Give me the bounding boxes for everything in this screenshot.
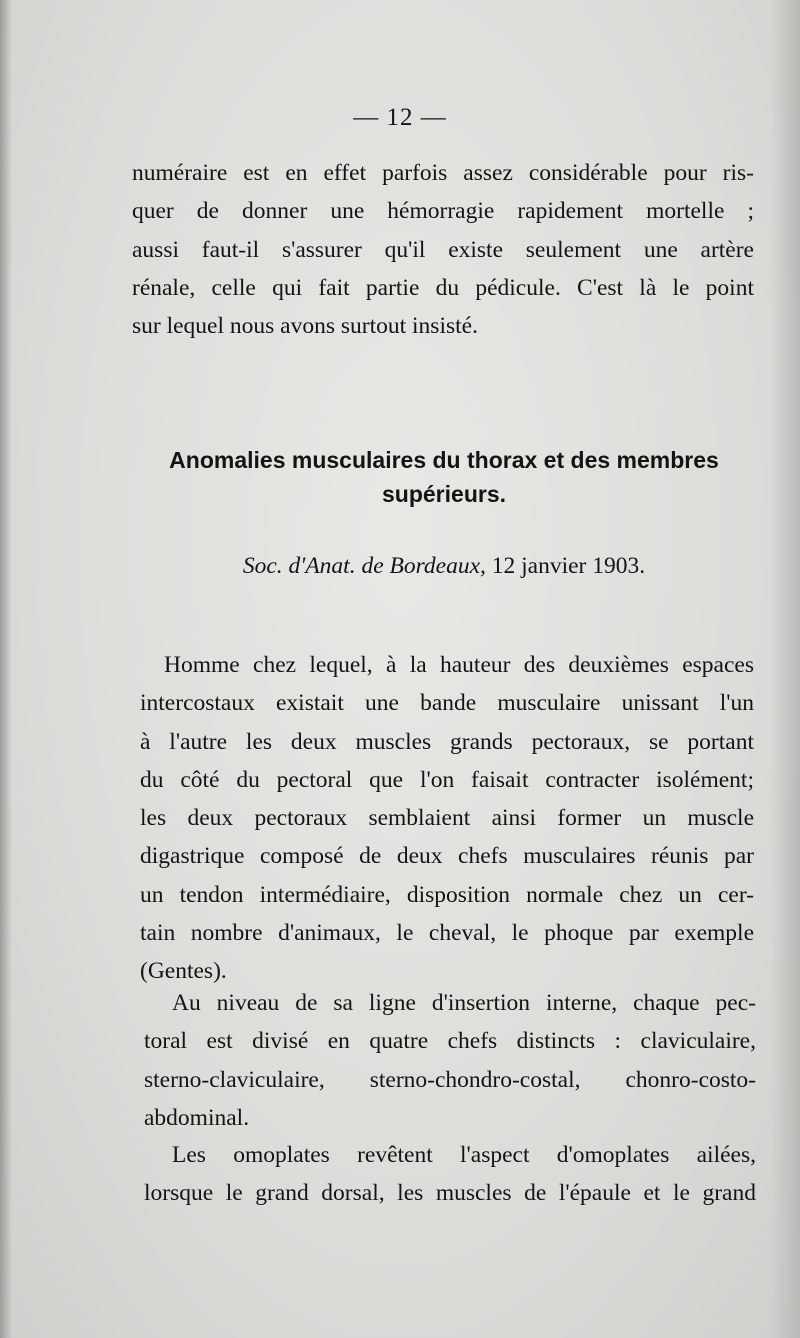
paragraph-3 [144,984,756,1137]
text-line: rénale, celle qui fait partie du pédicule. C'est là le point [132,274,754,301]
text-line: abdominal. [144,1104,250,1131]
text-line: intercostaux existait une bande musculaire unissant l'un [140,690,754,717]
text-line: Au niveau de sa ligne d'insertion interne, chaque pec- [172,990,756,1016]
text-line: Homme chez lequel, à la hauteur des deuxièmes espaces [164,652,754,678]
text-line: numéraire est en effet parfois assez considérable pour ris- [132,160,754,186]
binding-shadow [0,0,12,1338]
section-heading-line-2: supérieurs. [382,481,506,507]
paragraph-1 [132,154,754,345]
paragraph-2 [140,646,754,991]
text-line: un tendon intermédiaire, disposition normale chez un cer- [140,881,754,908]
paragraph-4 [144,1136,756,1213]
text-line: sur lequel nous avons surtout insisté. [132,313,478,340]
text-line: lorsque le grand dorsal, les muscles de l'épaule et le grand [144,1180,756,1207]
citation-source: Soc. d'Anat. de Bordeaux, [242,553,486,579]
section-heading-line-1: Anomalies musculaires du thorax et des membres [169,447,719,473]
text-line: du côté du pectoral que l'on faisait contracter isolément; [140,766,754,793]
text-line: (Gentes). [140,958,227,985]
text-line: quer de donner une hémorragie rapidement mortelle ; [132,198,754,225]
text-line: à l'autre les deux muscles grands pectoraux, se portant [140,728,754,755]
text-line: les deux pectoraux semblaient ainsi former un muscle [140,805,754,832]
edge-shadow [770,0,800,1338]
text-line: sterno-claviculaire, sterno-chondro-costal, chonro-costo- [144,1066,756,1093]
text-line: toral est divisé en quatre chefs distincts : claviculaire, [144,1028,756,1055]
citation [134,548,754,584]
text-line: Les omoplates revêtent l'aspect d'omoplates ailées, [172,1142,756,1168]
text-line: tain nombre d'animaux, le cheval, le phoque par exemple [140,920,754,947]
text-line: aussi faut-il s'assurer qu'il existe seulement une artère [132,236,754,263]
text-line: digastrique composé de deux chefs musculaires réunis par [140,843,754,870]
citation-date: 12 janvier 1903. [491,553,646,579]
page-number: — 12 — [353,104,447,131]
